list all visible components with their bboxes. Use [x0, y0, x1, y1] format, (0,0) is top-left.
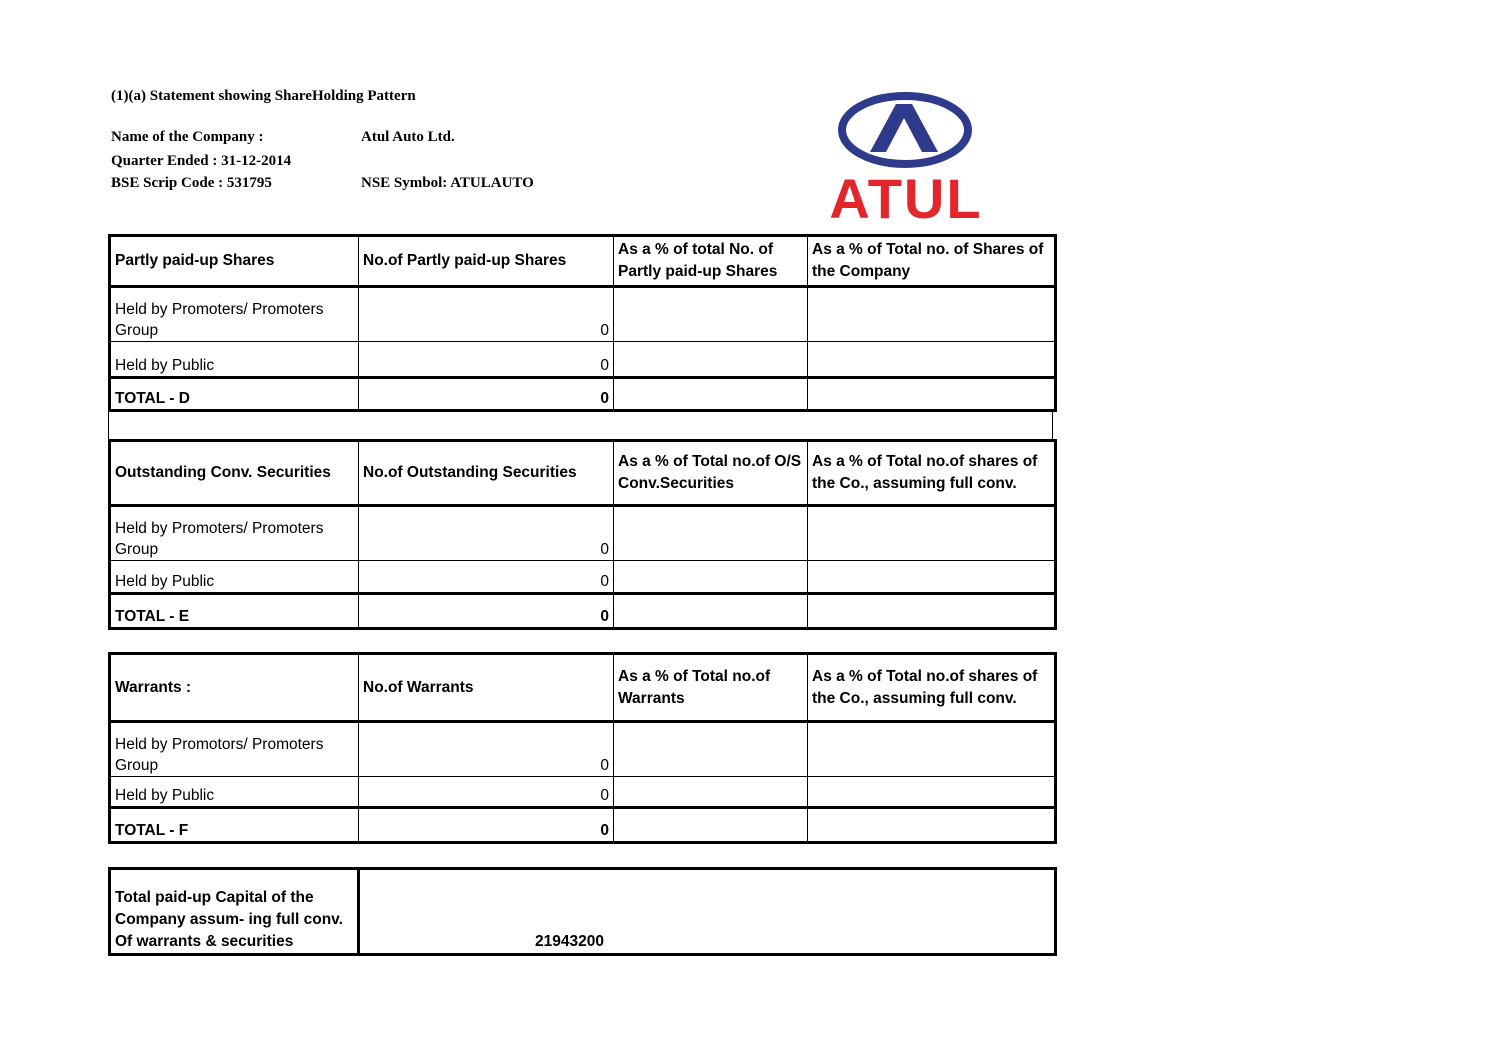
capital-value: 21943200	[359, 869, 1056, 955]
outstanding-table	[108, 439, 1057, 630]
header-cell: As a % of Total no.of shares of the Co., assuming full conv.	[808, 441, 1056, 506]
quarter-ended: Quarter Ended : 31-12-2014	[111, 153, 292, 169]
capital-table	[108, 867, 1057, 956]
row-pct	[808, 287, 1056, 342]
nse-symbol: NSE Symbol: ATULAUTO	[361, 175, 534, 191]
company-label: Name of the Company :	[111, 129, 264, 145]
row-count: 0	[359, 287, 614, 342]
table-row	[110, 561, 1056, 594]
header-cell: As a % of Total no.of shares of the Co., assuming full conv.	[808, 654, 1056, 722]
total-row	[110, 594, 1056, 629]
partly-paid-table	[108, 234, 1057, 412]
total-row	[110, 378, 1056, 411]
header-cell: As a % of Total no.of O/S Conv.Securities	[614, 441, 808, 506]
row-label: Held by Promoters/ Promoters Group	[110, 287, 359, 342]
table-row	[110, 287, 1056, 342]
total-label: TOTAL - E	[110, 594, 359, 629]
row-count: 0	[359, 561, 614, 594]
row-pct	[614, 342, 808, 378]
total-count: 0	[359, 378, 614, 411]
atul-logo	[812, 88, 1002, 228]
row-count: 0	[359, 506, 614, 561]
bse-scrip-code: BSE Scrip Code : 531795	[111, 175, 272, 191]
total-row	[110, 808, 1056, 843]
capital-label: Total paid-up Capital of the Company assum- ing full conv. Of warrants & securities	[110, 869, 359, 955]
row-label: Held by Public	[110, 777, 359, 808]
table-spacer	[108, 409, 1053, 439]
header-cell: As a % of total No. of Partly paid-up Shares	[614, 236, 808, 287]
row-pct	[614, 287, 808, 342]
header-cell: Partly paid-up Shares	[110, 236, 359, 287]
row-label: Held by Promoters/ Promoters Group	[110, 506, 359, 561]
company-name: Atul Auto Ltd.	[361, 129, 455, 145]
header-cell: No.of Partly paid-up Shares	[359, 236, 614, 287]
header-cell: As a % of Total no. of Shares of the Company	[808, 236, 1056, 287]
total-count: 0	[359, 808, 614, 843]
warrants-table	[108, 652, 1057, 844]
header-cell: Outstanding Conv. Securities	[110, 441, 359, 506]
row-count: 0	[359, 342, 614, 378]
table-row	[110, 342, 1056, 378]
row-label: Held by Public	[110, 561, 359, 594]
logo-text: ATUL	[829, 167, 983, 228]
title: (1)(a) Statement showing ShareHolding Pattern	[111, 88, 416, 104]
header-cell: Warrants :	[110, 654, 359, 722]
header-cell: No.of Warrants	[359, 654, 614, 722]
row-count: 0	[359, 722, 614, 777]
total-count: 0	[359, 594, 614, 629]
table-row	[110, 777, 1056, 808]
table-row	[110, 506, 1056, 561]
table-row	[110, 722, 1056, 777]
row-pct	[808, 342, 1056, 378]
row-count: 0	[359, 777, 614, 808]
total-label: TOTAL - D	[110, 378, 359, 411]
row-label: Held by Public	[110, 342, 359, 378]
header-cell: As a % of Total no.of Warrants	[614, 654, 808, 722]
total-label: TOTAL - F	[110, 808, 359, 843]
header-cell: No.of Outstanding Securities	[359, 441, 614, 506]
row-label: Held by Promotors/ Promoters Group	[110, 722, 359, 777]
